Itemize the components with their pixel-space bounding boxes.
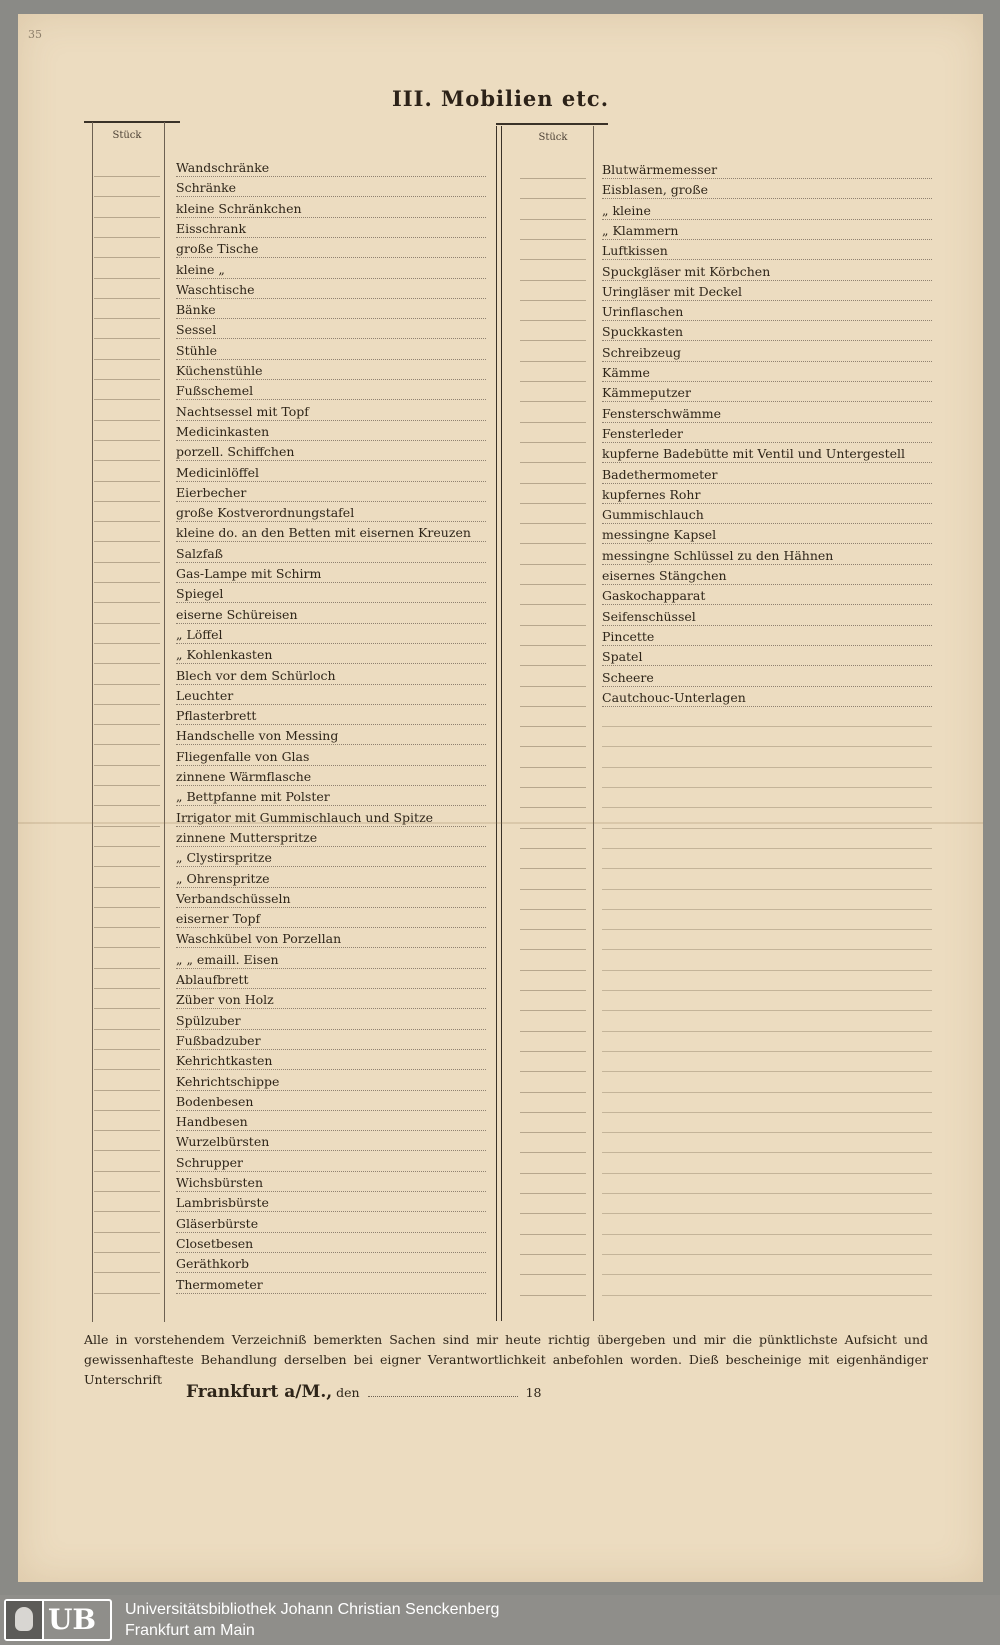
count-cell[interactable] bbox=[520, 1174, 586, 1194]
table-row bbox=[18, 768, 983, 788]
item-label bbox=[602, 890, 932, 910]
item-text: Fußbadzuber bbox=[176, 1033, 265, 1048]
table-row bbox=[18, 301, 983, 321]
item-text: „ „ emaill. Eisen bbox=[176, 952, 283, 967]
item-text: Salzfaß bbox=[176, 546, 227, 561]
count-cell[interactable] bbox=[520, 930, 586, 950]
count-cell[interactable] bbox=[520, 484, 586, 504]
item-text: Fensterschwämme bbox=[602, 406, 725, 421]
item-label bbox=[602, 727, 932, 747]
item-label bbox=[602, 464, 932, 484]
document-page bbox=[18, 14, 983, 1582]
item-label bbox=[602, 667, 932, 687]
item-label bbox=[602, 971, 932, 991]
count-cell[interactable] bbox=[520, 423, 586, 443]
count-cell[interactable] bbox=[520, 443, 586, 463]
table-row bbox=[18, 849, 983, 869]
table-row bbox=[18, 890, 983, 910]
table-row bbox=[18, 687, 983, 707]
table-row bbox=[18, 464, 983, 484]
count-cell[interactable] bbox=[520, 809, 586, 829]
item-label bbox=[602, 220, 932, 240]
item-text: Urinflaschen bbox=[602, 304, 687, 319]
count-cell[interactable] bbox=[520, 727, 586, 747]
item-label bbox=[602, 200, 932, 220]
item-text: „ Klammern bbox=[602, 223, 682, 238]
item-label bbox=[602, 748, 932, 768]
item-text: Geräthkorb bbox=[176, 1256, 253, 1271]
item-label bbox=[602, 1174, 932, 1194]
table-row bbox=[18, 809, 983, 829]
table-row bbox=[18, 1093, 983, 1113]
statement-text: Alle in vorstehendem Verzeichniß bemerkten Sachen sind mir heute richtig übergeben und mir die pünktlichste Aufsicht und gewissenhafteste Behandlung derselben bei eigner Verantwortlichkeit anbefohlen worden. Dieß bescheinige mit eigenhändiger Unterschrift bbox=[84, 1332, 928, 1387]
table-row bbox=[18, 200, 983, 220]
table-row bbox=[18, 504, 983, 524]
item-label bbox=[602, 707, 932, 727]
banner-line-1: Universitätsbibliothek Johann Christian Senckenberg bbox=[125, 1601, 500, 1618]
table-row bbox=[18, 707, 983, 727]
right-count-header: Stück bbox=[538, 132, 568, 143]
year-label: 18 bbox=[525, 1385, 542, 1400]
item-text: kupfernes Rohr bbox=[602, 487, 704, 502]
item-text: Spiegel bbox=[176, 586, 227, 601]
item-text: Lambrisbürste bbox=[176, 1195, 273, 1210]
item-label bbox=[602, 1052, 932, 1072]
table-row bbox=[18, 220, 983, 240]
table-row bbox=[18, 667, 983, 687]
item-label bbox=[602, 1276, 932, 1296]
item-text: kleine „ bbox=[176, 262, 229, 277]
table-row bbox=[18, 606, 983, 626]
count-cell[interactable] bbox=[520, 707, 586, 727]
item-label bbox=[602, 1032, 932, 1052]
table-row bbox=[18, 1194, 983, 1214]
item-label bbox=[602, 768, 932, 788]
table-row bbox=[18, 403, 983, 423]
item-label bbox=[602, 423, 932, 443]
library-banner bbox=[0, 1595, 1000, 1645]
item-label bbox=[602, 951, 932, 971]
item-text: Bänke bbox=[176, 302, 220, 317]
item-label bbox=[602, 1133, 932, 1153]
item-label bbox=[602, 179, 932, 199]
item-label bbox=[602, 1194, 932, 1214]
count-cell[interactable] bbox=[520, 179, 586, 199]
item-label bbox=[602, 626, 932, 646]
count-cell[interactable] bbox=[520, 951, 586, 971]
item-text: Gummischlauch bbox=[602, 507, 708, 522]
item-text: Spatel bbox=[602, 649, 646, 664]
count-cell[interactable] bbox=[520, 200, 586, 220]
left-count-header-rule bbox=[84, 121, 180, 123]
item-label bbox=[602, 646, 932, 666]
item-text: Kehrichtschippe bbox=[176, 1074, 283, 1089]
banner-line-2: Frankfurt am Main bbox=[125, 1622, 255, 1639]
item-text: Irrigator mit Gummischlauch und Spitze bbox=[176, 810, 437, 825]
table-row bbox=[18, 1032, 983, 1052]
table-row bbox=[18, 1235, 983, 1255]
count-cell[interactable] bbox=[520, 545, 586, 565]
item-text: große Kostverordnungstafel bbox=[176, 505, 358, 520]
item-label bbox=[602, 240, 932, 260]
count-cell[interactable] bbox=[520, 606, 586, 626]
item-text: Badethermometer bbox=[602, 467, 722, 482]
item-text: kupferne Badebütte mit Ventil und Untergestell bbox=[602, 446, 909, 461]
item-text: Waschtische bbox=[176, 282, 259, 297]
count-cell[interactable] bbox=[520, 362, 586, 382]
count-cell[interactable] bbox=[520, 687, 586, 707]
item-text: Bodenbesen bbox=[176, 1094, 257, 1109]
table-row bbox=[18, 1073, 983, 1093]
item-text: „ Löffel bbox=[176, 627, 227, 642]
table-row bbox=[18, 565, 983, 585]
table-row bbox=[18, 930, 983, 950]
item-text: Handschelle von Messing bbox=[176, 728, 342, 743]
item-label bbox=[602, 362, 932, 382]
item-text: eiserne Schüreisen bbox=[176, 607, 302, 622]
item-label bbox=[602, 1255, 932, 1275]
count-cell[interactable] bbox=[520, 748, 586, 768]
count-cell[interactable] bbox=[520, 220, 586, 240]
item-text: Closetbesen bbox=[176, 1236, 257, 1251]
item-label bbox=[602, 484, 932, 504]
item-text: Fußschemel bbox=[176, 383, 257, 398]
item-label bbox=[602, 382, 932, 402]
count-cell[interactable] bbox=[520, 849, 586, 869]
count-cell[interactable] bbox=[520, 870, 586, 890]
item-label bbox=[602, 524, 932, 544]
item-label bbox=[602, 1073, 932, 1093]
table-row bbox=[18, 342, 983, 362]
portrait-icon bbox=[6, 1601, 44, 1639]
count-cell[interactable] bbox=[520, 1154, 586, 1174]
item-label bbox=[602, 1012, 932, 1032]
item-text: Kämme bbox=[602, 365, 654, 380]
count-cell[interactable] bbox=[520, 971, 586, 991]
count-cell[interactable] bbox=[520, 667, 586, 687]
item-text: Scheere bbox=[602, 670, 658, 685]
item-text: Uringläser mit Deckel bbox=[602, 284, 746, 299]
item-text: Eisblasen, große bbox=[602, 182, 712, 197]
item-text: Züber von Holz bbox=[176, 992, 278, 1007]
item-text: Verbandschüsseln bbox=[176, 891, 295, 906]
item-text: Gläserbürste bbox=[176, 1216, 262, 1231]
count-cell[interactable] bbox=[520, 1235, 586, 1255]
item-text: Ablaufbrett bbox=[176, 972, 253, 987]
table-row bbox=[18, 261, 983, 281]
left-count-header: Stück bbox=[112, 130, 142, 141]
table-row bbox=[18, 748, 983, 768]
table-row bbox=[18, 524, 983, 544]
item-label bbox=[602, 809, 932, 829]
count-cell[interactable] bbox=[520, 1194, 586, 1214]
table-row bbox=[18, 1012, 983, 1032]
item-text: Eierbecher bbox=[176, 485, 250, 500]
item-text: Küchenstühle bbox=[176, 363, 267, 378]
item-text: große Tische bbox=[176, 241, 262, 256]
table-row bbox=[18, 1255, 983, 1275]
item-label bbox=[602, 321, 932, 341]
item-label bbox=[602, 281, 932, 301]
ub-logo-text: UB bbox=[48, 1603, 97, 1636]
page-mark: 35 bbox=[28, 28, 42, 41]
item-text: Wichsbürsten bbox=[176, 1175, 267, 1190]
item-text: Eisschrank bbox=[176, 221, 250, 236]
table-row bbox=[18, 545, 983, 565]
item-text: Luftkissen bbox=[602, 243, 672, 258]
item-label bbox=[602, 1215, 932, 1235]
table-row bbox=[18, 788, 983, 808]
item-text: zinnene Mutterspritze bbox=[176, 830, 321, 845]
item-text: Leuchter bbox=[176, 688, 237, 703]
table-row bbox=[18, 159, 983, 179]
ub-logo bbox=[4, 1599, 112, 1641]
count-cell[interactable] bbox=[520, 565, 586, 585]
table-row bbox=[18, 484, 983, 504]
item-label bbox=[602, 1093, 932, 1113]
item-label bbox=[602, 565, 932, 585]
item-label bbox=[602, 545, 932, 565]
item-label bbox=[602, 504, 932, 524]
item-text: Stühle bbox=[176, 343, 221, 358]
item-label bbox=[602, 788, 932, 808]
table-row bbox=[18, 951, 983, 971]
item-label bbox=[602, 1113, 932, 1133]
count-cell[interactable] bbox=[520, 261, 586, 281]
count-cell[interactable] bbox=[520, 1052, 586, 1072]
table-row bbox=[18, 443, 983, 463]
item-text: Thermometer bbox=[176, 1277, 267, 1292]
item-text: zinnene Wärmflasche bbox=[176, 769, 315, 784]
item-label bbox=[602, 849, 932, 869]
item-text: kleine Schränkchen bbox=[176, 201, 306, 216]
item-text: „ Clystirspritze bbox=[176, 850, 276, 865]
signature-line bbox=[186, 1382, 541, 1402]
count-cell[interactable] bbox=[520, 342, 586, 362]
item-text: Spuckgläser mit Körbchen bbox=[602, 264, 774, 279]
table-row bbox=[18, 727, 983, 747]
item-text: Pincette bbox=[602, 629, 658, 644]
count-cell[interactable] bbox=[520, 1093, 586, 1113]
table-row bbox=[18, 1174, 983, 1194]
item-text: Seifenschüssel bbox=[602, 609, 700, 624]
item-label bbox=[602, 342, 932, 362]
item-label bbox=[602, 403, 932, 423]
item-text: Spuckkasten bbox=[602, 324, 687, 339]
item-text: „ Kohlenkasten bbox=[176, 647, 276, 662]
item-text: porzell. Schiffchen bbox=[176, 444, 298, 459]
table-row bbox=[18, 1276, 983, 1296]
item-label bbox=[602, 1154, 932, 1174]
count-cell[interactable] bbox=[520, 159, 586, 179]
item-text: Schränke bbox=[176, 180, 240, 195]
item-text: „ Ohrenspritze bbox=[176, 871, 274, 886]
item-label bbox=[602, 930, 932, 950]
item-text: Schreibzeug bbox=[602, 345, 685, 360]
table-row bbox=[18, 240, 983, 260]
item-text: Wandschränke bbox=[176, 160, 273, 175]
table-row bbox=[18, 585, 983, 605]
item-label bbox=[602, 870, 932, 890]
city-label: Frankfurt a/M., bbox=[186, 1382, 333, 1402]
item-text: Waschkübel von Porzellan bbox=[176, 931, 345, 946]
right-count-header-rule bbox=[496, 123, 608, 125]
table-row bbox=[18, 626, 983, 646]
item-text: Nachtsessel mit Topf bbox=[176, 404, 313, 419]
count-cell[interactable] bbox=[520, 281, 586, 301]
table-row bbox=[18, 281, 983, 301]
item-text: messingne Kapsel bbox=[602, 527, 720, 542]
item-text: „ kleine bbox=[602, 203, 655, 218]
table-row bbox=[18, 870, 983, 890]
item-text: Cautchouc-Unterlagen bbox=[602, 690, 750, 705]
count-cell[interactable] bbox=[520, 321, 586, 341]
table-row bbox=[18, 1133, 983, 1153]
item-text: „ Bettpfanne mit Polster bbox=[176, 789, 334, 804]
table-row bbox=[18, 1052, 983, 1072]
item-label bbox=[602, 301, 932, 321]
count-cell[interactable] bbox=[520, 524, 586, 544]
count-cell[interactable] bbox=[520, 991, 586, 1011]
item-label bbox=[602, 606, 932, 626]
table-row bbox=[18, 1215, 983, 1235]
item-text: eiserner Topf bbox=[176, 911, 264, 926]
count-cell[interactable] bbox=[520, 626, 586, 646]
item-text: Fensterleder bbox=[602, 426, 687, 441]
item-label bbox=[602, 159, 932, 179]
item-text: Medicinkasten bbox=[176, 424, 273, 439]
count-cell[interactable] bbox=[520, 464, 586, 484]
count-cell[interactable] bbox=[520, 1073, 586, 1093]
item-label bbox=[602, 687, 932, 707]
item-text: Kehrichtkasten bbox=[176, 1053, 276, 1068]
item-label bbox=[602, 585, 932, 605]
table-row bbox=[18, 991, 983, 1011]
item-text: Blech vor dem Schürloch bbox=[176, 668, 340, 683]
page-title: III. Mobilien etc. bbox=[391, 86, 610, 111]
item-label bbox=[602, 829, 932, 849]
item-label bbox=[602, 443, 932, 463]
table-row bbox=[18, 382, 983, 402]
count-cell[interactable] bbox=[520, 504, 586, 524]
item-text: eisernes Stängchen bbox=[602, 568, 731, 583]
item-text: Fliegenfalle von Glas bbox=[176, 749, 313, 764]
count-cell[interactable] bbox=[520, 1255, 586, 1275]
item-text: Gaskochapparat bbox=[602, 588, 709, 603]
count-cell[interactable] bbox=[520, 890, 586, 910]
item-text: Handbesen bbox=[176, 1114, 252, 1129]
item-label bbox=[602, 261, 932, 281]
item-text: Pflasterbrett bbox=[176, 708, 260, 723]
item-label bbox=[602, 991, 932, 1011]
table-row bbox=[18, 362, 983, 382]
count-cell[interactable] bbox=[520, 585, 586, 605]
table-row bbox=[18, 321, 983, 341]
count-cell[interactable] bbox=[520, 1032, 586, 1052]
table-row bbox=[18, 1154, 983, 1174]
count-cell[interactable] bbox=[520, 768, 586, 788]
item-text: Spülzuber bbox=[176, 1013, 245, 1028]
count-cell[interactable] bbox=[520, 1215, 586, 1235]
table-row bbox=[18, 179, 983, 199]
table-row bbox=[18, 910, 983, 930]
count-cell[interactable] bbox=[520, 1012, 586, 1032]
table-row bbox=[18, 423, 983, 443]
item-label bbox=[602, 910, 932, 930]
item-text: Schrupper bbox=[176, 1155, 247, 1170]
item-text: Blutwärmemesser bbox=[602, 162, 721, 177]
item-text: Kämmeputzer bbox=[602, 385, 695, 400]
count-cell[interactable] bbox=[520, 646, 586, 666]
table-row bbox=[18, 829, 983, 849]
item-text: Sessel bbox=[176, 322, 220, 337]
item-text: Wurzelbürsten bbox=[176, 1134, 273, 1149]
table-row bbox=[18, 1113, 983, 1133]
count-cell[interactable] bbox=[520, 382, 586, 402]
count-cell[interactable] bbox=[520, 1113, 586, 1133]
count-cell[interactable] bbox=[520, 403, 586, 423]
count-cell[interactable] bbox=[520, 829, 586, 849]
table-row bbox=[18, 971, 983, 991]
count-cell[interactable] bbox=[520, 1276, 586, 1296]
date-blank[interactable] bbox=[368, 1396, 518, 1397]
item-label bbox=[602, 1235, 932, 1255]
count-cell[interactable] bbox=[520, 301, 586, 321]
count-cell[interactable] bbox=[520, 910, 586, 930]
item-text: kleine do. an den Betten mit eisernen Kreuzen bbox=[176, 525, 475, 540]
item-text: Medicinlöffel bbox=[176, 465, 263, 480]
den-label: den bbox=[336, 1385, 360, 1400]
count-cell[interactable] bbox=[520, 788, 586, 808]
item-text: messingne Schlüssel zu den Hähnen bbox=[602, 548, 837, 563]
count-cell[interactable] bbox=[520, 240, 586, 260]
table-row bbox=[18, 646, 983, 666]
count-cell[interactable] bbox=[520, 1133, 586, 1153]
item-text: Gas-Lampe mit Schirm bbox=[176, 566, 325, 581]
